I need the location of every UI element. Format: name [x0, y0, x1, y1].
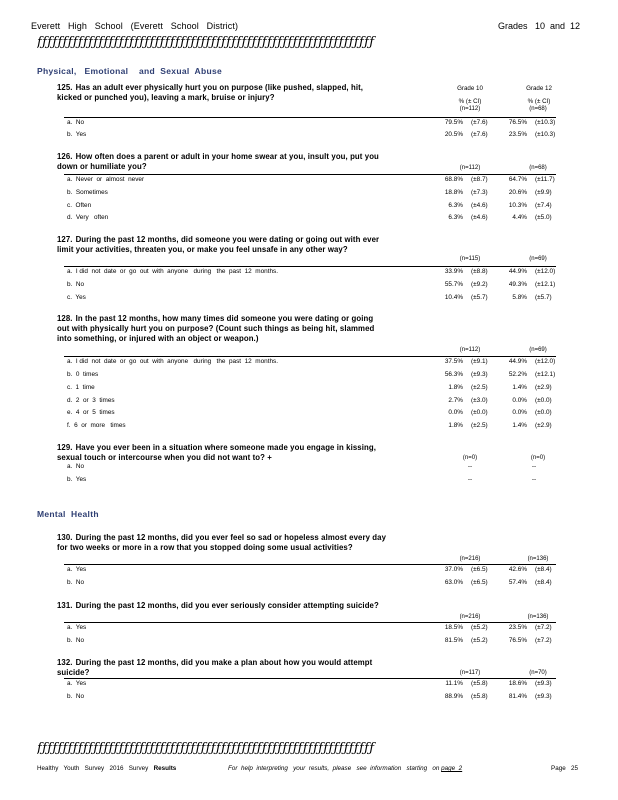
- answer-label: b. No: [67, 637, 85, 644]
- grade10-ci: (±7.6): [471, 131, 488, 138]
- answer-label: a. No: [67, 463, 85, 470]
- grade10-percent: 1.8%: [448, 422, 463, 429]
- footer-page-link[interactable]: page 2: [441, 765, 463, 772]
- grade10-percent: 68.8%: [444, 176, 463, 183]
- answer-label: a. Yes: [67, 624, 87, 631]
- grade12-sample-size: (n=69): [529, 256, 547, 262]
- grade12-sample-size: (n=68): [529, 106, 547, 112]
- grade10-percent: --: [467, 476, 473, 483]
- grade12-sample-size: (n=68): [529, 165, 547, 171]
- grade12-percent: --: [531, 463, 537, 470]
- footer-results-text: Results: [153, 765, 177, 772]
- question-prompt: During the past 12 months, did you ever seriously consider attempting suicide?: [75, 601, 379, 610]
- grade10-percent: 1.8%: [448, 384, 463, 391]
- question-number: 126.: [57, 152, 73, 161]
- grade10-sample-size: (n=112): [459, 106, 481, 112]
- grade10-ci: (±2.5): [471, 384, 488, 391]
- grade12-ci: (±12.0): [535, 268, 556, 275]
- grade12-ci: (±2.9): [535, 384, 552, 391]
- answer-label: d. 2 or 3 times: [67, 397, 115, 404]
- grade10-ci: (±3.0): [471, 397, 488, 404]
- grade12-percent: 4.4%: [512, 214, 527, 221]
- grade12-percent: 10.3%: [508, 202, 527, 209]
- answer-label: a. I did not date or go out with anyone during the past 12 months.: [67, 358, 279, 365]
- question-text: [57, 533, 387, 553]
- grade10-percent: 79.5%: [444, 119, 463, 126]
- question-prompt: Has an adult ever physically hurt you on purpose (like pushed, slapped, hit, kicked or punched you), leaving a mark, bruise or injury?: [57, 83, 364, 102]
- answer-label: f. 6 or more times: [67, 422, 126, 429]
- grade10-ci: (±9.2): [471, 281, 488, 288]
- answer-label: b. No: [67, 281, 85, 288]
- footer-help: [228, 765, 462, 772]
- grade10-percent: 20.5%: [444, 131, 463, 138]
- grades-header: Grades 10 and 12: [498, 21, 581, 31]
- answer-label: b. 0 times: [67, 371, 99, 378]
- grade10-ci: (±6.5): [471, 566, 488, 573]
- grade10-percent: 6.3%: [448, 214, 463, 221]
- grade10-ci: (±5.7): [471, 294, 488, 301]
- grade12-sample-size: (n=0): [530, 455, 546, 461]
- grade10-ci: (±7.3): [471, 189, 488, 196]
- grade10-sample-size: (n=216): [459, 614, 481, 620]
- grade12-ci: (±12.0): [535, 358, 556, 365]
- grade12-ci: (±9.3): [535, 693, 552, 700]
- grade12-ci: (±2.9): [535, 422, 552, 429]
- grade12-ci: (±9.3): [535, 680, 552, 687]
- grade12-percent: 23.5%: [508, 624, 527, 631]
- answer-label: b. Yes: [67, 476, 87, 483]
- section-title-mental-health: Mental Health: [37, 509, 99, 519]
- grade12-percent: 52.2%: [508, 371, 527, 378]
- answer-label: c. 1 time: [67, 384, 95, 391]
- question-number: 127.: [57, 235, 73, 244]
- grade12-percent: 57.4%: [508, 579, 527, 586]
- grade10-sample-size: (n=112): [459, 165, 481, 171]
- footer-rule: ƒƒƒƒƒƒƒƒƒƒƒƒƒƒƒƒƒƒƒƒƒƒƒƒƒƒƒƒƒƒƒƒƒƒƒƒƒƒƒƒƒƒƒƒƒƒƒƒƒƒƒƒƒƒƒƒƒƒƒƒƒƒƒƒƒƒ: [37, 741, 375, 756]
- grade10-ci: (±5.8): [471, 693, 488, 700]
- grade12-percent: 49.3%: [508, 281, 527, 288]
- grade12-ci: (±7.4): [535, 202, 552, 209]
- answer-label: b. Yes: [67, 131, 87, 138]
- grade10-sample-size: (n=216): [459, 556, 481, 562]
- grade12-sample-size: (n=69): [529, 347, 547, 353]
- grade10-ci: (±0.0): [471, 409, 488, 416]
- grade12-ci: (±8.4): [535, 579, 552, 586]
- grade10-percent: 2.7%: [448, 397, 463, 404]
- grade12-percent: 0.0%: [512, 409, 527, 416]
- grade12-sample-size: (n=136): [527, 614, 549, 620]
- footer-survey-text: Healthy Youth Survey 2016 Survey: [37, 765, 149, 772]
- question-text: [57, 83, 387, 103]
- grade10-percent: 37.0%: [444, 566, 463, 573]
- grade10-percent: 33.9%: [444, 268, 463, 275]
- table-rule: [64, 266, 556, 267]
- grade12-ci: (±8.4): [535, 566, 552, 573]
- question-prompt: During the past 12 months, did you ever feel so sad or hopeless almost every day for two weeks or more in a row that you stopped doing some usual activities?: [57, 533, 387, 552]
- grade10-percent: 18.5%: [444, 624, 463, 631]
- table-rule: [64, 117, 556, 118]
- table-rule: [64, 678, 556, 679]
- grade10-ci: (±5.8): [471, 680, 488, 687]
- answer-label: c. Yes: [67, 294, 86, 301]
- grade10-sample-size: (n=112): [459, 347, 481, 353]
- answer-label: b. No: [67, 579, 85, 586]
- answer-label: e. 4 or 5 times: [67, 409, 115, 416]
- question-prompt: In the past 12 months, how many times did someone you were dating or going out with physically hurt you on purpose? (Count such things as being hit, slammed into something, or injured with an object or weapon.): [57, 314, 375, 343]
- grade12-ci: (±11.7): [535, 176, 555, 183]
- grade10-ci: (±9.1): [471, 358, 488, 365]
- grade12-percent: 76.5%: [508, 119, 527, 126]
- table-rule: [64, 174, 556, 175]
- grade12-column-header: Grade 12: [526, 85, 552, 92]
- grade12-percent: 18.6%: [508, 680, 527, 687]
- grade12-percent: 1.4%: [512, 384, 527, 391]
- grade12-percent: --: [531, 476, 537, 483]
- grade10-ci: (±7.6): [471, 119, 488, 126]
- grade10-ci: (±6.5): [471, 579, 488, 586]
- grade12-ci: (±0.0): [535, 397, 552, 404]
- question-number: 129.: [57, 443, 73, 452]
- footer-survey-label: [37, 765, 176, 772]
- grade10-percent: 56.3%: [444, 371, 463, 378]
- grade12-ci: (±9.9): [535, 189, 552, 196]
- grade12-percent: 81.4%: [508, 693, 527, 700]
- grade10-ci: (±5.2): [471, 637, 488, 644]
- grade10-sample-size: (n=115): [459, 256, 481, 262]
- grade12-percent: 42.6%: [508, 566, 527, 573]
- answer-label: a. Yes: [67, 566, 87, 573]
- school-header: Everett High School (Everett School District): [31, 21, 239, 31]
- question-prompt: During the past 12 months, did you make a plan about how you would attempt suicide?: [57, 658, 373, 677]
- grade12-ci: (±7.2): [535, 624, 552, 631]
- grade10-ci: (±2.5): [471, 422, 488, 429]
- question-number: 132.: [57, 658, 73, 667]
- grade12-percent: 23.5%: [508, 131, 527, 138]
- question-text: [57, 235, 387, 255]
- answer-label: b. Sometimes: [67, 189, 108, 196]
- table-rule: [64, 564, 556, 565]
- answer-label: d. Very often: [67, 214, 109, 221]
- answer-label: b. No: [67, 693, 85, 700]
- grade10-percent: 81.5%: [444, 637, 463, 644]
- grade12-ci: (±10.3): [535, 131, 556, 138]
- footer-page-number: Page 25: [551, 765, 578, 772]
- grade12-percent: 76.5%: [508, 637, 527, 644]
- question-prompt: How often does a parent or adult in your home swear at you, insult you, put you down or humiliate you?: [57, 152, 379, 171]
- grade12-ci: (±0.0): [535, 409, 552, 416]
- grade10-percent: 10.4%: [444, 294, 463, 301]
- grade10-ci: (±9.3): [471, 371, 488, 378]
- section-title-abuse: Physical, Emotional and Sexual Abuse: [37, 66, 222, 76]
- grade10-percent: 6.3%: [448, 202, 463, 209]
- question-text: [57, 314, 387, 344]
- grade12-percent: 44.9%: [508, 268, 527, 275]
- grade12-ci: (±5.0): [535, 214, 552, 221]
- grade10-column-header: Grade 10: [457, 85, 483, 92]
- grade10-sample-size: (n=0): [462, 455, 478, 461]
- grade12-ci: (±10.3): [535, 119, 556, 126]
- grade10-ci: (±5.2): [471, 624, 488, 631]
- grade10-ci-header: % (± CI): [458, 98, 482, 105]
- question-prompt: During the past 12 months, did someone you were dating or going out with ever limit your activities, threaten you, or make you feel unsafe in any other way?: [57, 235, 380, 254]
- answer-label: a. Never or almost never: [67, 176, 145, 183]
- grade12-ci: (±12.1): [535, 281, 556, 288]
- table-rule: [64, 622, 556, 623]
- question-prompt: Have you ever been in a situation where someone made you engage in kissing, sexual touch or intercourse when you did not want to? +: [57, 443, 376, 462]
- answer-label: a. No: [67, 119, 85, 126]
- question-text: [57, 152, 387, 172]
- grade12-percent: 20.6%: [508, 189, 527, 196]
- grade12-percent: 64.7%: [508, 176, 527, 183]
- question-text: [57, 443, 387, 463]
- question-text: [57, 601, 387, 611]
- grade10-percent: 37.5%: [444, 358, 463, 365]
- header-rule: ƒƒƒƒƒƒƒƒƒƒƒƒƒƒƒƒƒƒƒƒƒƒƒƒƒƒƒƒƒƒƒƒƒƒƒƒƒƒƒƒƒƒƒƒƒƒƒƒƒƒƒƒƒƒƒƒƒƒƒƒƒƒƒƒƒƒ: [37, 35, 375, 50]
- grade12-percent: 0.0%: [512, 397, 527, 404]
- grade10-sample-size: (n=117): [459, 670, 481, 676]
- answer-label: c. Often: [67, 202, 92, 209]
- answer-label: a. Yes: [67, 680, 87, 687]
- question-number: 130.: [57, 533, 73, 542]
- grade12-ci: (±7.2): [535, 637, 552, 644]
- answer-label: a. I did not date or go out with anyone during the past 12 months.: [67, 268, 279, 275]
- grade10-percent: 55.7%: [444, 281, 463, 288]
- grade12-ci: (±5.7): [535, 294, 552, 301]
- grade12-ci-header: % (± CI): [527, 98, 551, 105]
- question-number: 131.: [57, 601, 73, 610]
- grade12-ci: (±12.1): [535, 371, 556, 378]
- grade10-percent: 18.8%: [444, 189, 463, 196]
- grade10-ci: (±4.6): [471, 202, 488, 209]
- footer-help-text: For help interpreting your results, please see information starting on: [228, 765, 440, 772]
- grade10-ci: (±4.6): [471, 214, 488, 221]
- grade12-sample-size: (n=70): [529, 670, 547, 676]
- grade12-percent: 1.4%: [512, 422, 527, 429]
- question-number: 125.: [57, 83, 73, 92]
- grade10-percent: --: [467, 463, 473, 470]
- table-rule: [64, 356, 556, 357]
- question-number: 128.: [57, 314, 73, 323]
- grade12-percent: 5.8%: [512, 294, 527, 301]
- grade12-percent: 44.9%: [508, 358, 527, 365]
- question-text: [57, 658, 387, 678]
- grade10-percent: 88.9%: [444, 693, 463, 700]
- grade10-ci: (±8.7): [471, 176, 488, 183]
- grade12-sample-size: (n=136): [527, 556, 549, 562]
- grade10-percent: 0.0%: [448, 409, 463, 416]
- grade10-percent: 11.1%: [445, 680, 463, 687]
- grade10-percent: 63.0%: [444, 579, 463, 586]
- grade10-ci: (±8.8): [471, 268, 488, 275]
